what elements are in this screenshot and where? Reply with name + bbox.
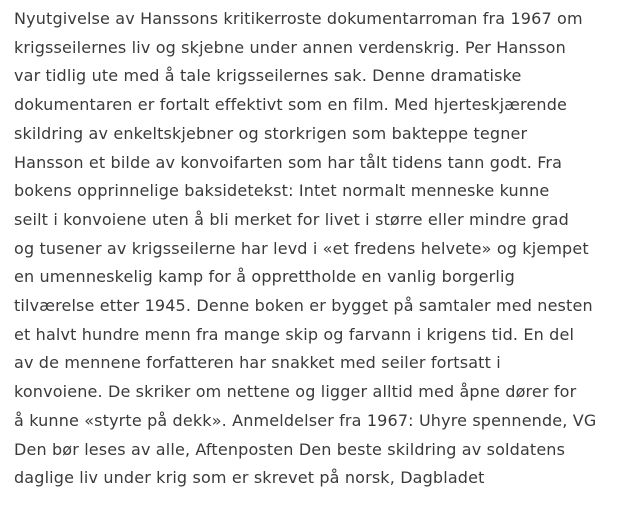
description-line: seilt i konvoiene uten å bli merket for livet i større eller mindre grad <box>14 209 569 229</box>
product-description <box>14 5 629 493</box>
description-line: av de mennene forfatteren har snakket med seiler fortsatt i <box>14 353 501 373</box>
description-line: konvoiene. De skriker om nettene og ligger alltid med åpne dører for <box>14 382 577 402</box>
description-line: var tidlig ute med å tale krigsseilernes sak. Denne dramatiske <box>14 66 522 86</box>
description-line: Hansson et bilde av konvoifarten som har tålt tidens tann godt. Fra <box>14 152 563 172</box>
description-line: og tusener av krigsseilerne har levd i «et fredens helvete» og kjempet <box>14 238 589 258</box>
description-line: et halvt hundre menn fra mange skip og farvann i krigens tid. En del <box>14 324 575 344</box>
description-line: dokumentaren er fortalt effektivt som en film. Med hjerteskjærende <box>14 95 567 115</box>
description-line: skildring av enkeltskjebner og storkrigen som bakteppe tegner <box>14 123 528 143</box>
description-line: bokens opprinnelige baksidetekst: Intet normalt menneske kunne <box>14 181 550 201</box>
description-line: å kunne «styrte på dekk». Anmeldelser fra 1967: Uhyre spennende, VG <box>14 410 597 430</box>
description-line: en umenneskelig kamp for å opprettholde en vanlig borgerlig <box>14 267 515 287</box>
description-line: Den bør leses av alle, Aftenposten Den beste skildring av soldatens <box>14 439 566 459</box>
description-line: krigsseilernes liv og skjebne under annen verdenskrig. Per Hansson <box>14 37 566 57</box>
description-line: daglige liv under krig som er skrevet på norsk, Dagbladet <box>14 468 485 488</box>
description-line: Nyutgivelse av Hanssons kritikerroste dokumentarroman fra 1967 om <box>14 9 583 28</box>
description-line: tilværelse etter 1945. Denne boken er bygget på samtaler med nesten <box>14 296 593 316</box>
